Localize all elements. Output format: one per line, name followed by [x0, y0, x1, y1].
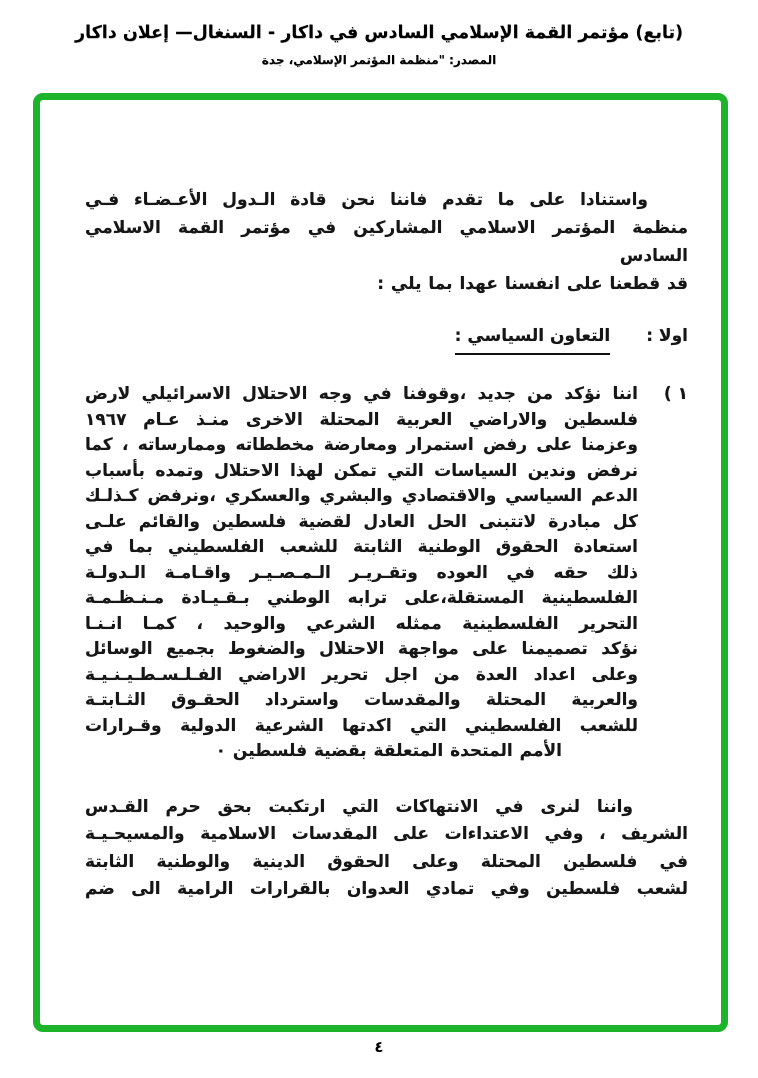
- numbered-item-1: [85, 382, 688, 765]
- section-ordinal: اولا :: [646, 326, 688, 346]
- text-line: وعلى اعداد العدة من اجل تحرير الاراضي الفـلـسـطـيـنـيـة: [85, 664, 638, 685]
- item-number-marker: ١ ): [663, 384, 688, 404]
- intro-paragraph: [85, 186, 688, 298]
- closing-paragraph: [85, 794, 688, 904]
- section-title-underlined: التعاون السياسي :: [455, 322, 611, 355]
- scanned-text: [85, 100, 688, 904]
- text-line: وعزمنا على رفض استمرار ومعارضة مخططاته وممارساته ، كما: [85, 435, 638, 455]
- text-line: استعادة الحقوق الوطنية الثابتة للشعب الفلسطيني بما في: [85, 537, 638, 557]
- text-line: الدعم السياسي والاقتصادي والبشري والعسكري ،ونرفض كـذلـك: [85, 486, 638, 506]
- text-line: الشريف ، وفي الاعتداءات على المقدسات الاسلامية والمسيحـيـة: [85, 824, 688, 844]
- text-line: التحرير الفلسطينية ممثله الشرعي والوحيد ، كمـا انـنـا: [85, 613, 638, 634]
- document-title: (تابع) مؤتمر القمة الإسلامي السادس في داكار - السنغال— إعلان داكار: [74, 23, 684, 43]
- text-line: اننا نؤكد من جديد ،وقوفنا في وجه الاحتلال الاسرائيلي لارض: [85, 384, 638, 404]
- text-line: قد قطعنا على انفسنا عهدا بما يلي :: [377, 274, 688, 294]
- text-line: لشعب فلسطين وفي تمادي العدوان بالقرارات الرامية الى ضم: [85, 879, 688, 899]
- text-line: والعربية المحتلة والمقدسات واسترداد الحقـوق الثـابتـة: [85, 690, 638, 710]
- page-header: [0, 20, 758, 68]
- text-line: في فلسطين المحتلة وعلى الحقوق الدينية والوطنية الثابتة: [85, 851, 688, 872]
- text-line: فلسطين والاراضي العربية المحتلة الاخرى منـذ عـام ١٩٦٧: [85, 409, 638, 430]
- text-line: واستنادا على ما تقدم فاننا نحن قادة الـدول الأعـضـاء فـي: [85, 190, 648, 210]
- text-line: نرفض وندين السياسات التي تمكن لهذا الاحتلال وتمده بأسباب: [85, 460, 638, 481]
- document-source: المصدر: "منظمة المؤتمر الإسلامي، جدة: [261, 53, 497, 67]
- text-line: كل مبادرة لاتتبنى الحل العادل لقضية فلسطين والقائم علـى: [85, 511, 638, 532]
- item-1-body: [85, 382, 638, 765]
- page-number: ٤: [374, 1038, 384, 1056]
- section-heading: [85, 322, 688, 355]
- text-line: للشعب الفلسطيني التي اكدتها الشرعية الدولية وقـرارات: [85, 715, 638, 736]
- text-line: واننا لنرى في الانتهاكات التي ارتكبت بحق حرم القـدس: [85, 796, 633, 817]
- text-line: الأمم المتحدة المتعلقة بقضية فلسطين ٠: [215, 741, 562, 761]
- text-line: نؤكد تصميمنا على مواجهة الاحتلال والضغوط بجميع الوسائل: [85, 639, 638, 659]
- text-line: الفلسطينية المستقلة،على ترابه الوطني بـقـيـادة مـنـظـمـة: [85, 588, 638, 608]
- text-line: منظمة المؤتمر الاسلامي المشاركين في مؤتمر القمة الاسلامي السادس: [85, 218, 688, 266]
- text-line: ذلك حقه في العوده وتقـريـر الـمـصـيـر واقـامـة الـدولـة: [85, 562, 638, 583]
